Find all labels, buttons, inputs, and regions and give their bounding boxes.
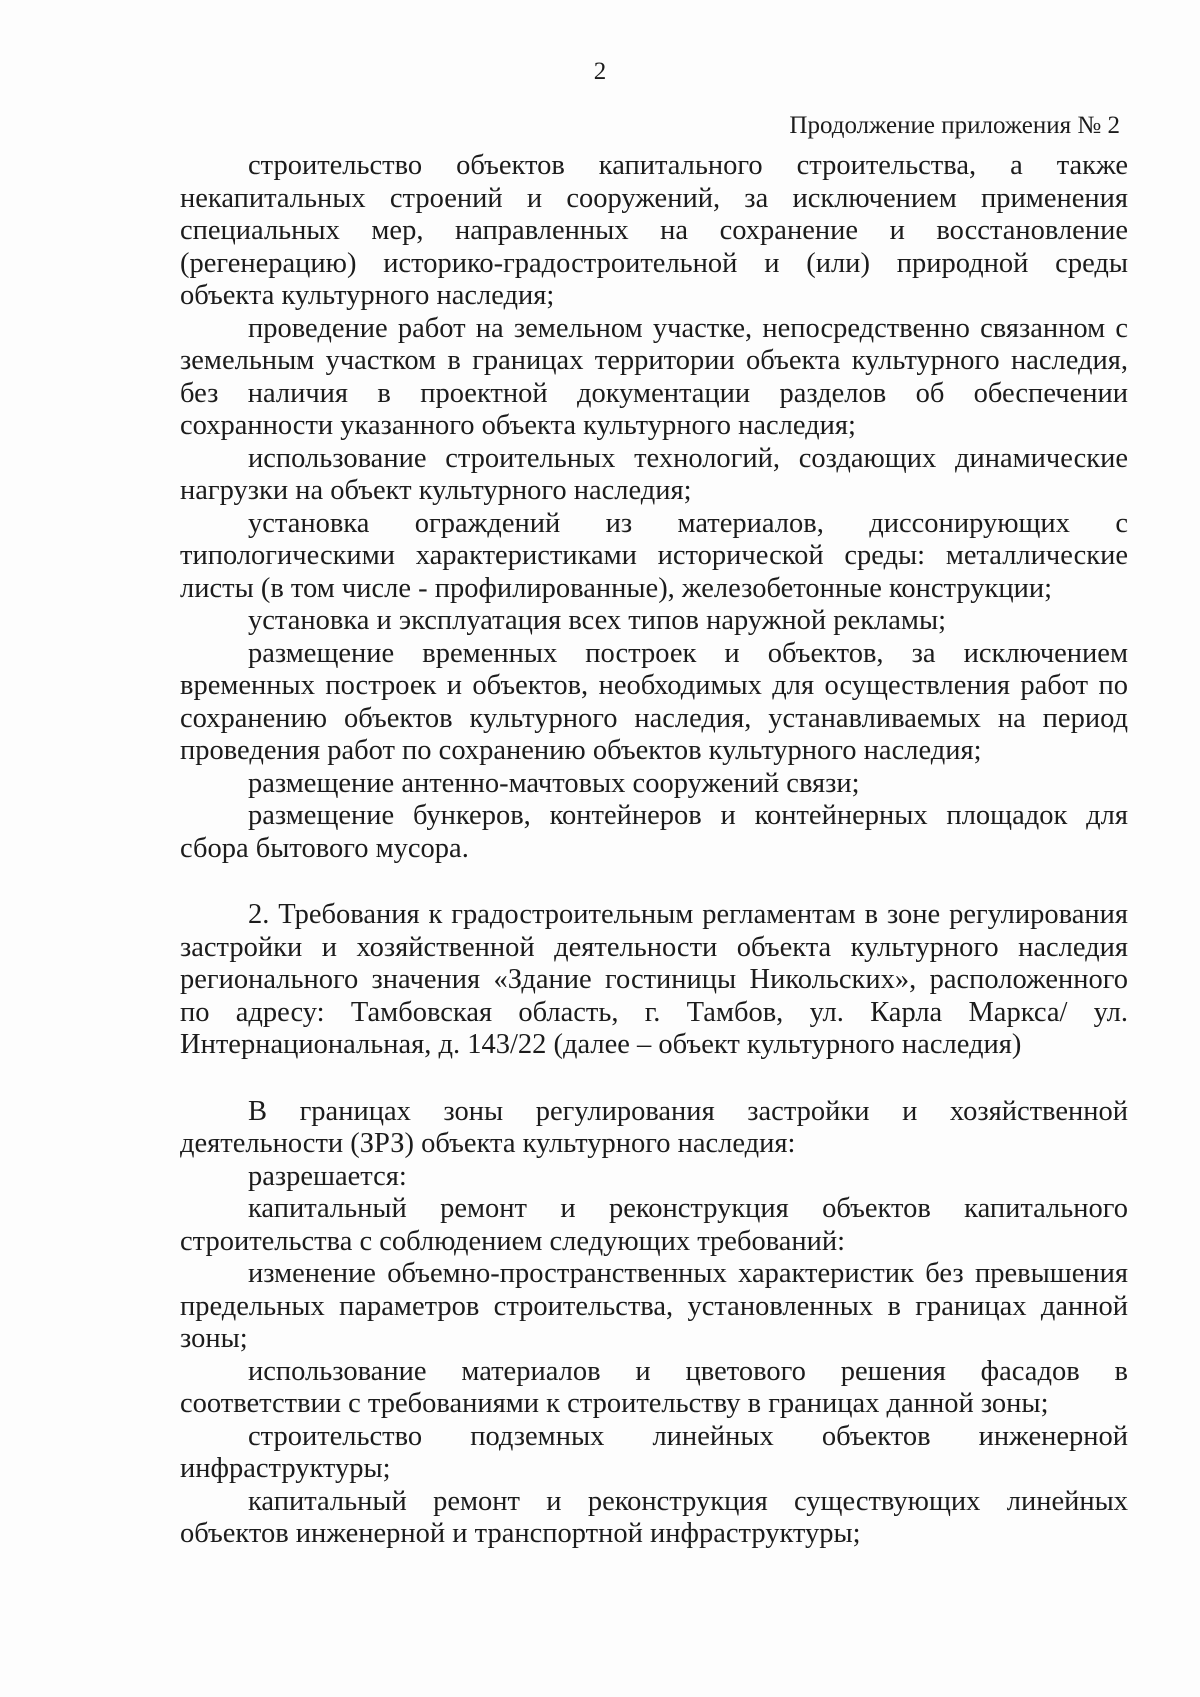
paragraph: размещение бункеров, контейнеров и контейнерных площадок для сбора бытового мусора. [180, 800, 1128, 864]
appendix-continuation-note: Продолжение приложения № 2 [789, 112, 1120, 139]
section-heading: 2. Требования к градостроительным регламентам в зоне регулирования застройки и хозяйственной деятельности объекта культурного наследия регионального значения «Здание гостиницы Никольских», расположенного по адресу: Тамбовская область, г. Тамбов, ул. Карла Маркса/ ул. Интернациональная, д. 143/22 (далее – объект культурного наследия) [180, 899, 1128, 1060]
paragraph: размещение антенно-мачтовых сооружений связи; [248, 767, 860, 799]
paragraph: капитальный ремонт и реконструкция объектов капитального строительства с соблюдением следующих требований: [180, 1193, 1128, 1257]
paragraph: проведение работ на земельном участке, непосредственно связанном с земельным участком в границах территории объекта культурного наследия, без наличия в проектной документации разделов об обеспечении сохранности указанного объекта культурного наследия; [180, 312, 1128, 441]
paragraph: изменение объемно-пространственных характеристик без превышения предельных параметров строительства, установленных в границах данной зоны; [180, 1258, 1128, 1354]
paragraph: установка ограждений из материалов, диссонирующих с типологическими характеристиками исторической среды: металлические листы (в том числе - профилированные), железобетонные конструкции; [180, 507, 1128, 604]
paragraph: разрешается: [248, 1160, 407, 1192]
paragraph: строительство подземных линейных объектов инженерной инфраструктуры; [180, 1420, 1128, 1484]
paragraph: капитальный ремонт и реконструкция существующих линейных объектов инженерной и транспортной инфраструктуры; [180, 1485, 1128, 1549]
paragraph: использование материалов и цветового решения фасадов в соответствии с требованиями к строительству в границах данной зоны; [180, 1355, 1128, 1419]
paragraph: строительство объектов капитального строительства, а также некапитальных строений и сооружений, за исключением применения специальных мер, направленных на сохранение и восстановление (регенерацию) историко-градостроительной и (или) природной среды объекта культурного наследия; [180, 150, 1128, 311]
page-number: 2 [593, 58, 607, 85]
paragraph: В границах зоны регулирования застройки и хозяйственной деятельности (ЗРЗ) объекта культурного наследия: [180, 1095, 1128, 1159]
spacer [180, 865, 1128, 899]
spacer [180, 1062, 1128, 1096]
paragraph: установка и эксплуатация всех типов наружной рекламы; [248, 605, 947, 636]
paragraph: использование строительных технологий, создающих динамические нагрузки на объект культурного наследия; [180, 442, 1128, 506]
paragraph: размещение временных построек и объектов, за исключением временных построек и объектов, необходимых для осуществления работ по сохранению объектов культурного наследия, устанавливаемых на период проведения работ по сохранению объектов культурного наследия; [180, 637, 1128, 766]
document-body [180, 150, 1128, 1551]
